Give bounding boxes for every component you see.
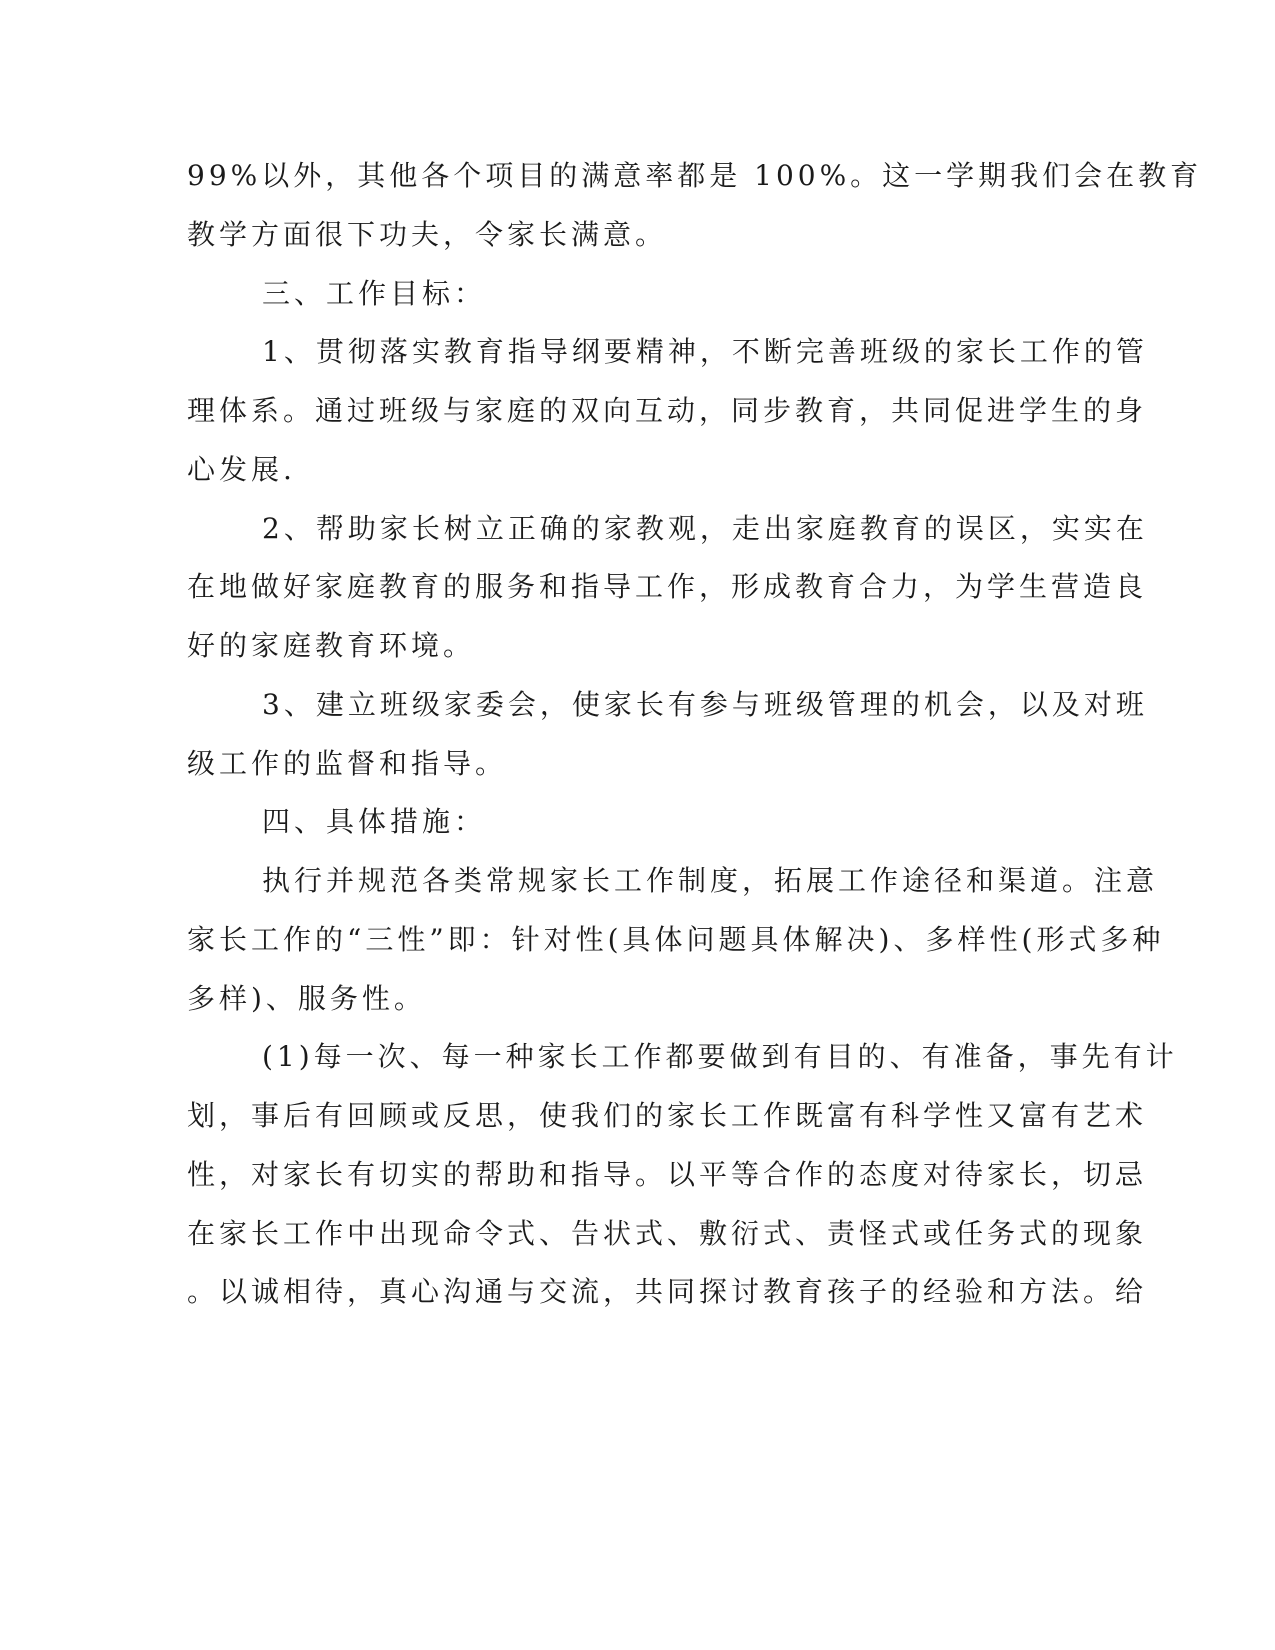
text-line: 性，对家长有切实的帮助和指导。以平等合作的态度对待家长，切忌 — [187, 1158, 1148, 1191]
section-heading: 四、具体措施： — [262, 805, 487, 838]
text-line: 好的家庭教育环境。 — [187, 629, 476, 662]
text-line: 家长工作的“三性”即：针对性(具体问题具体解决)、多样性(形式多种 — [187, 923, 1165, 956]
text-line: 。以诚相待，真心沟通与交流，共同探讨教育孩子的经验和方法。给 — [187, 1275, 1148, 1308]
text-line: 多样)、服务性。 — [187, 982, 426, 1015]
text-line: 级工作的监督和指导。 — [187, 747, 508, 780]
section-heading: 三、工作目标： — [262, 277, 487, 310]
text-line: 在家长工作中出现命令式、告状式、敷衍式、责怪式或任务式的现象 — [187, 1217, 1148, 1250]
text-line: 3、建立班级家委会，使家长有参与班级管理的机会，以及对班 — [262, 688, 1148, 721]
text-line: 心发展. — [187, 453, 296, 486]
text-line: 在地做好家庭教育的服务和指导工作，形成教育合力，为学生营造良 — [187, 570, 1148, 603]
text-line: 执行并规范各类常规家长工作制度，拓展工作途径和渠道。注意 — [262, 864, 1159, 897]
text-line: 1、贯彻落实教育指导纲要精神，不断完善班级的家长工作的管 — [262, 335, 1148, 368]
text-line: 99%以外，其他各个项目的满意率都是 100%。这一学期我们会在教育 — [187, 159, 1203, 192]
text-line: 教学方面很下功夫，令家长满意。 — [187, 218, 668, 251]
text-line: 2、帮助家长树立正确的家教观，走出家庭教育的误区，实实在 — [262, 512, 1148, 545]
text-line: 理体系。通过班级与家庭的双向互动，同步教育，共同促进学生的身 — [187, 394, 1148, 427]
text-line: (1)每一次、每一种家长工作都要做到有目的、有准备，事先有计 — [262, 1040, 1178, 1073]
text-line: 划，事后有回顾或反思，使我们的家长工作既富有科学性又富有艺术 — [187, 1099, 1148, 1132]
